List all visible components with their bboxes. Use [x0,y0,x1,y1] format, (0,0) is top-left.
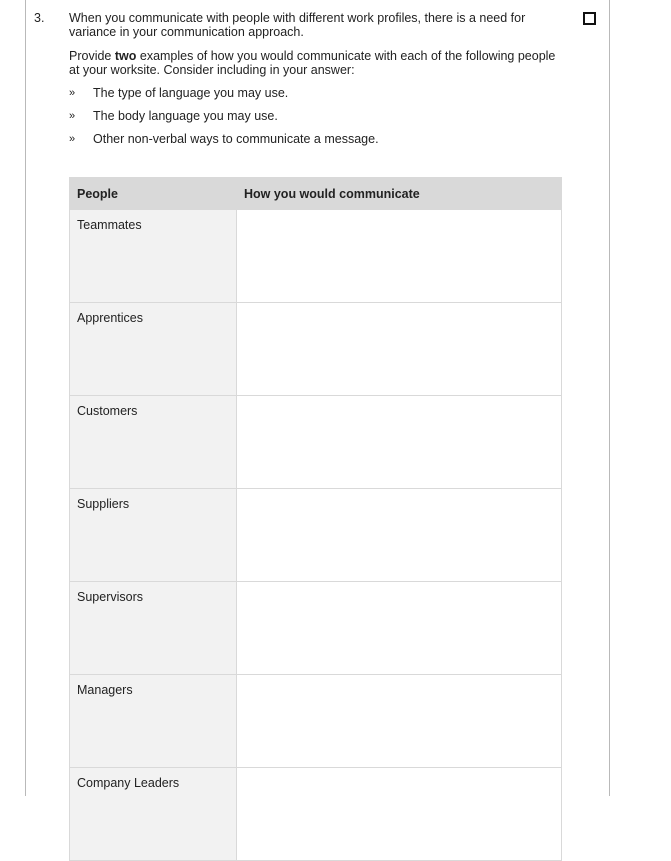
person-cell: Customers [70,396,237,489]
table-row [70,489,562,582]
person-cell: Managers [70,675,237,768]
person-cell: Supervisors [70,582,237,675]
completion-checkbox[interactable] [583,12,596,25]
table-row [70,582,562,675]
person-cell: Apprentices [70,303,237,396]
header-people: People [70,178,237,210]
answer-cell[interactable] [237,675,562,768]
table-row [70,768,562,861]
bullet-text: The body language you may use. [93,109,278,123]
answer-cell[interactable] [237,768,562,861]
page-border-left [25,0,26,796]
bullet-mark-icon: » [69,133,76,145]
answer-cell[interactable] [237,489,562,582]
question-intro [69,11,569,39]
page-border-right [609,0,610,796]
person-cell: Company Leaders [70,768,237,861]
table-row [70,210,562,303]
answer-cell[interactable] [237,210,562,303]
table-row [70,303,562,396]
answer-cell[interactable] [237,396,562,489]
question-number: 3. [34,11,45,25]
table-header-row [70,178,562,210]
instruction-after: examples of how you would communicate with each of the following people at your worksite. Consider including in your answer: [69,49,556,77]
person-cell: Suppliers [70,489,237,582]
table-row [70,396,562,489]
header-how-you-would-communicate: How you would communicate [237,178,562,210]
bullet-text: The type of language you may use. [93,86,289,100]
question-intro-text: When you communicate with people with different work profiles, there is a need for variance in your communication approach. [69,11,526,39]
bullet-mark-icon: » [69,110,76,122]
communication-table [69,177,562,861]
instruction-bold: two [114,49,137,63]
answer-cell[interactable] [237,303,562,396]
answer-cell[interactable] [237,582,562,675]
bullet-text: Other non-verbal ways to communicate a message. [93,132,379,146]
instruction-before: Provide [69,49,115,63]
person-cell: Teammates [70,210,237,303]
bullet-mark-icon: » [69,87,76,99]
table-row [70,675,562,768]
question-instruction [69,49,569,77]
